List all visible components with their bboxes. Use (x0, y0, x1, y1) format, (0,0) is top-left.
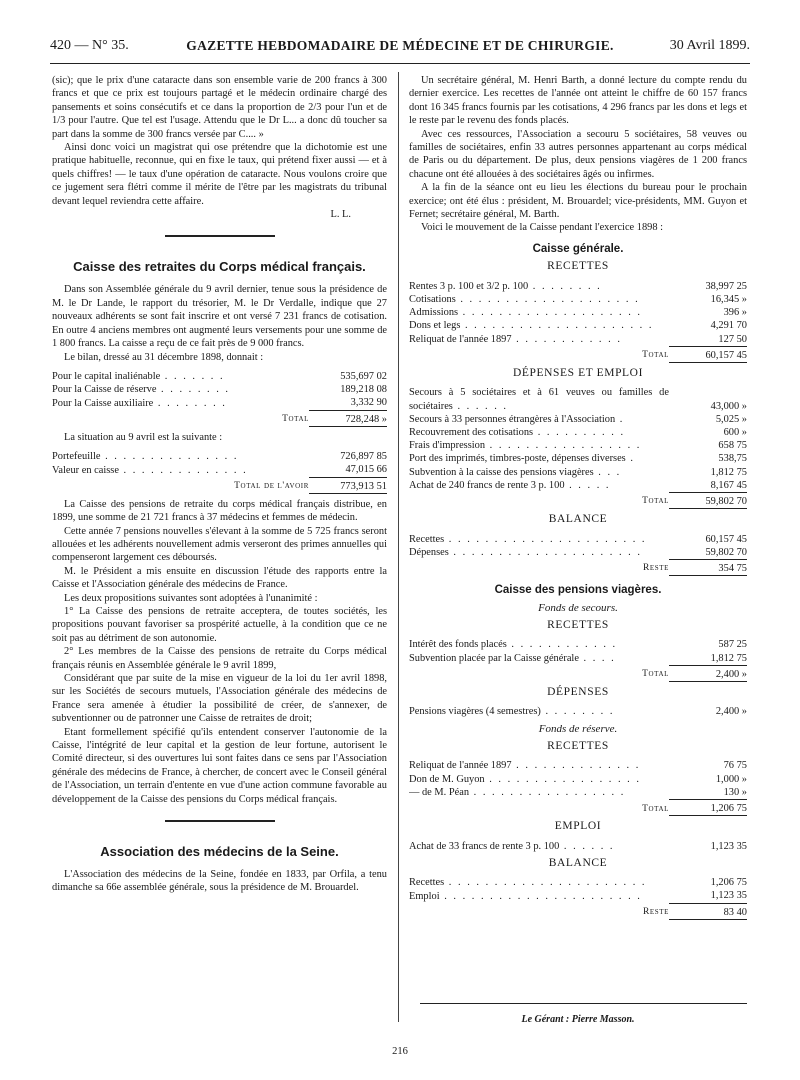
paragraph: La situation au 9 avril est la suivante : (64, 431, 223, 443)
section-separator (165, 235, 275, 237)
row-label: Rentes 3 p. 100 et 3/2 p. 100 (409, 280, 529, 292)
fonds-reserve-heading: Fonds de réserve. (538, 722, 618, 735)
total-value: 1,206 75 (669, 800, 747, 816)
row-value: 130 » (723, 786, 747, 798)
table-row: Reliquat de l'année 1897 . . . . . . . . . . . . 127 50 (409, 333, 747, 345)
total-value: 773,913 51 (309, 477, 387, 493)
total-row (409, 903, 747, 919)
table-row: Valeur en caisse . . . . . . . . . . . . . . 47,015 66 (52, 464, 387, 476)
balance-heading: BALANCE (548, 513, 608, 526)
row-value: 8,167 45 (710, 479, 747, 491)
table-row: Pensions viagères (4 semestres) . . . . . . . . 2,400 » (409, 706, 747, 718)
total-label: Total (642, 496, 669, 507)
row-value: 600 » (723, 426, 747, 438)
reste-label: Reste (642, 907, 669, 918)
row-label: Intérêt des fonds placés (409, 639, 507, 651)
total-row (52, 477, 387, 493)
total-row (409, 665, 747, 681)
row-value: 1,123 35 (710, 840, 747, 852)
table-row: Pour la Caisse auxiliaire . . . . . . . . 3,332 90 (52, 397, 387, 409)
row-label: Pensions viagères (4 semestres) (409, 706, 541, 718)
row-value: 538,75 (718, 453, 747, 465)
row-label: Frais d'impression (409, 440, 486, 452)
row-value: 2,400 » (715, 706, 747, 718)
table-row: Frais d'impression . . . . . . . . . . . . . . . . . 658 75 (409, 440, 747, 452)
table-row: Pour le capital inaliénable . . . . . . . 535,697 02 (52, 370, 387, 382)
table-row: Reliquat de l'année 1897 . . . . . . . . . . . . . . 76 75 (409, 760, 747, 772)
row-value: 59,802 70 (705, 546, 747, 558)
total-row (409, 492, 747, 508)
row-value: 3,332 90 (350, 397, 387, 409)
row-value: 535,697 02 (340, 370, 387, 382)
subsection-title: Caisse des pensions viagères. (494, 584, 662, 597)
recettes-heading: RECETTES (547, 260, 609, 273)
table-row: Portefeuille . . . . . . . . . . . . . . . 726,897 85 (52, 451, 387, 463)
table-row: Dépenses . . . . . . . . . . . . . . . . . . . . . 59,802 70 (409, 546, 747, 559)
row-label: Dépenses (409, 547, 449, 559)
recettes-table (409, 280, 747, 363)
fs-depenses-table (409, 705, 747, 718)
total-label: Total de l'avoir (234, 481, 309, 492)
row-label: Subvention placée par la Caisse générale (409, 653, 579, 665)
recettes-heading: RECETTES (547, 740, 609, 752)
balance-table (409, 533, 747, 577)
row-value: 4,291 70 (710, 320, 747, 332)
paragraph: Ainsi donc voici un magistrat qui ose prétendre que la dichotomie est une pratique habituelle, reconnue, qui en fixe le taux, qui prétend fixer aussi — et à quels chiffres! — le taux d'une opération de cataracte. Nous voulons croire que ce jugement sera flétri comme il mérite de l'être par les magistrats du tribunal devant lequel reviendra cette affaire. (52, 142, 387, 207)
table-row: Achat de 33 francs de rente 3 p. 100 . . . . . . 1,123 35 (409, 840, 747, 852)
row-label: Port des imprimés, timbres-poste, dépenses diverses (409, 453, 626, 465)
paragraph: Voici le mouvement de la Caisse pendant l'exercice 1898 : (421, 222, 664, 234)
total-label: Total (282, 414, 309, 425)
row-label: Secours à 5 sociétaires et à 61 veuves ou familles de sociétaires (409, 387, 669, 412)
row-label: — de M. Péan (409, 787, 470, 799)
row-label: Recettes (409, 533, 445, 545)
section-title: Caisse des retraites du Corps médical français. (73, 259, 366, 275)
right-column (409, 74, 747, 924)
section-title: Association des médecins de la Seine. (100, 844, 339, 860)
row-value: 1,812 75 (710, 652, 747, 664)
table-row: Admissions . . . . . . . . . . . . . . . . . . . . 396 » (409, 307, 747, 319)
paragraph: Cette année 7 pensions nouvelles s'élevant à la somme de 5 725 francs seront allouées et les adhérents nouvellement admis verseront des primes annuelles qui compenseront largement ces déboursés. (52, 525, 387, 564)
row-label: Recettes (409, 877, 445, 889)
total-value: 60,157 45 (669, 346, 747, 362)
row-value: 5,025 » (715, 413, 747, 425)
row-value: 1,812 75 (710, 466, 747, 478)
subsection-title: Caisse générale. (532, 242, 624, 255)
emploi-heading: EMPLOI (554, 820, 602, 833)
row-value: 1,000 » (715, 773, 747, 785)
row-value: 587 25 (718, 639, 747, 651)
table-row: Secours à 33 personnes étrangères à l'Association . 5,025 » (409, 413, 747, 425)
paragraph: Etant formellement spécifié qu'ils entendent conserver l'autonomie de la Caisse, l'intégrité de leur capital et la gestion de leur fortune, autorisent le Comité directeur, si des ouvertures lui sont faites dans ce sens par l'Association générale des médecins de France, à chercher, de concert avec le Conseil général de l'Association, un terrain d'entente en vue d'une action commune favorable au développement de la Caisse des pensions du Corps médical français. (52, 726, 387, 805)
row-label: Emploi (409, 890, 440, 902)
table-row: Subvention à la caisse des pensions viagères . . . 1,812 75 (409, 466, 747, 478)
table-row: Achat de 240 francs de rente 3 p. 100 . . . . . 8,167 45 (409, 479, 747, 492)
table-row: Don de M. Guyon . . . . . . . . . . . . . . . . . 1,000 » (409, 773, 747, 785)
row-value: 76 75 (723, 760, 747, 772)
table-row: Cotisations . . . . . . . . . . . . . . . . . . . . 16,345 » (409, 293, 747, 305)
paragraph: La Caisse des pensions de retraite du corps médical français distribue, en 1899, une somme de 21 721 francs à 37 médecins et femmes de médecin. (52, 498, 387, 524)
depenses-heading: DÉPENSES (547, 685, 609, 698)
total-value: 728,248 » (309, 410, 387, 426)
section-separator (165, 820, 275, 822)
row-value: 1,206 75 (710, 877, 747, 889)
total-label: Total (642, 350, 669, 361)
total-row (409, 559, 747, 575)
row-value: 396 » (723, 307, 747, 319)
page-header (50, 38, 750, 60)
paragraph: Dans son Assemblée générale du 9 avril dernier, tenue sous la présidence de M. le Dr Lande, le rapport du trésorier, M. le Dr Verdalle, indique que 27 nouveaux adhérents se sont fait inscrire et ont versé 7 231 francs de cotisation. En outre 4 anciens membres ont augmenté leurs versements pour une somme de 1 800 francs. La caisse a reçu de ce fait près de 9 000 francs. (52, 284, 387, 350)
paragraph: (sic); que le prix d'une cataracte dans son ensemble varie de 200 francs à 300 francs et que ce prix est toujours partagé et le médecin ordinaire chargé des pansements et soins consécutifs et ce dans la proportion de 2/3 pour l'un et de 1/3 pour l'autre. Que tel est l'usage. Attendu que le Dr L... a donc dû toucher sa part dans la somme de 300 francs versée par C.... » (52, 75, 387, 140)
row-value: 16,345 » (710, 293, 747, 305)
paragraph: M. le Président a mis ensuite en discussion l'étude des rapports entre la Caisse et l'Association générale des médecins de France. (52, 565, 387, 591)
row-label: Admissions (409, 307, 459, 319)
issue-date: 30 Avril 1899. (669, 38, 750, 53)
total-label: Total (642, 669, 669, 680)
row-label: Pour la Caisse de réserve (52, 384, 157, 396)
paragraph: Les deux propositions suivantes sont adoptées à l'unanimité : (64, 592, 318, 604)
row-value: 43,000 » (710, 400, 747, 412)
reste-value: 83 40 (669, 903, 747, 919)
total-row (409, 800, 747, 816)
total-row (52, 410, 387, 426)
row-label: Subvention à la caisse des pensions viagères (409, 466, 594, 478)
paragraph: L'Association des médecins de la Seine, fondée en 1833, par Orfila, a tenu dimanche sa 66e assemblée générale, sous la présidence de M. Brouardel. (52, 869, 387, 894)
depenses-table (409, 386, 747, 509)
table-row: Recettes . . . . . . . . . . . . . . . . . . . . . . 1,206 75 (409, 877, 747, 889)
journal-title: GAZETTE HEBDOMADAIRE DE MÉDECINE ET DE CHIRURGIE. (186, 38, 614, 53)
row-label: Pour la Caisse auxiliaire (52, 397, 154, 409)
row-label: Reliquat de l'année 1897 (409, 760, 512, 772)
row-label: Don de M. Guyon (409, 773, 485, 785)
row-label: Achat de 33 francs de rente 3 p. 100 (409, 840, 560, 852)
table-row: — de M. Péan . . . . . . . . . . . . . . . . . 130 » (409, 786, 747, 799)
fr-recettes-table (409, 759, 747, 816)
paragraph: Considérant que par suite de la mise en vigueur de la loi du 1er avril 1898, sur les Sociétés de secours mutuels, l'Association générale des médecins de France sera amenée à étudier la possibilité de créer, de s'annexer, de subventionner ou de patronner une Caisse de retraites de droit; (52, 673, 387, 725)
paragraph: A la fin de la séance ont eu lieu les élections du bureau pour le prochain exercice; ont été élus : président, M. Brouardel; vice-présidents, MM. Guyon et Fernet; secrétaire général, M. Barth. (409, 182, 747, 221)
row-label: Achat de 240 francs de rente 3 p. 100 (409, 480, 565, 492)
paragraph: 2° Les membres de la Caisse des pensions de retraite du Corps médical français réunis en Assemblée générale le 9 avril 1899, (52, 646, 387, 671)
fs-recettes-table (409, 638, 747, 682)
row-label: Reliquat de l'année 1897 (409, 334, 512, 345)
page-number: 216 (392, 1046, 408, 1057)
total-value: 59,802 70 (669, 492, 747, 508)
row-label: Dons et legs (409, 320, 461, 332)
recettes-heading: RECETTES (547, 618, 609, 631)
left-column (52, 74, 387, 895)
row-value: 47,015 66 (345, 464, 387, 476)
header-rule (50, 63, 750, 64)
row-label: Cotisations (409, 293, 456, 305)
table-row: Emploi . . . . . . . . . . . . . . . . . . . . . . 1,123 35 (409, 890, 747, 902)
total-value: 2,400 » (669, 665, 747, 681)
balance-heading: BALANCE (548, 856, 608, 869)
row-label: Recouvrement des cotisations (409, 426, 534, 438)
paragraph: Le bilan, dressé au 31 décembre 1898, donnait : (64, 351, 264, 363)
total-label: Total (642, 803, 669, 814)
situation-table (52, 450, 387, 494)
table-row: Intérêt des fonds placés . . . . . . . . . . . . 587 25 (409, 639, 747, 651)
total-row (409, 346, 747, 362)
row-label: Secours à 33 personnes étrangères à l'Association (409, 413, 616, 425)
bilan-table (52, 370, 387, 427)
paragraph: Avec ces ressources, l'Association a secouru 5 sociétaires, 58 veuves ou familles de sociétaires, enfin 33 autres personnes appartenant au corps médical de Paris ou du département. De plus, deux pensions viagères de 1 200 francs chacune ont été allouées à des sociétaires âgés ou infirmes. (409, 128, 747, 180)
footer-rule (420, 1003, 747, 1004)
table-row: Recouvrement des cotisations . . . . . . . . . . 600 » (409, 426, 747, 438)
row-value: 127 50 (718, 333, 747, 345)
row-value: 189,218 08 (340, 384, 387, 396)
table-row: Port des imprimés, timbres-poste, dépenses diverses . 538,75 (409, 453, 747, 465)
row-value: 658 75 (718, 440, 747, 452)
row-value: 60,157 45 (705, 533, 747, 545)
row-value: 1,123 35 (710, 890, 747, 902)
row-label: Valeur en caisse (52, 464, 119, 476)
table-row: Pour la Caisse de réserve . . . . . . . . 189,218 08 (52, 384, 387, 396)
table-row: Subvention placée par la Caisse générale . . . . 1,812 75 (409, 652, 747, 665)
fonds-secours-heading: Fonds de secours. (538, 601, 618, 614)
reste-label: Reste (642, 563, 669, 574)
row-value: 38,997 25 (705, 280, 747, 292)
row-label: Portefeuille (52, 451, 101, 463)
table-row: Dons et legs . . . . . . . . . . . . . . . . . . . . . 4,291 70 (409, 320, 747, 332)
paragraph: Un secrétaire général, M. Henri Barth, a donné lecture du compte rendu du dernier exercice. Les recettes de l'année ont atteint le chiffre de 60 157 francs dont 16 345 francs fournis par les cotisations, 4 296 francs par les dons et legs et le reste par le revenu des fonds placés. (409, 75, 747, 127)
row-value: 726,897 85 (340, 451, 387, 463)
signature: L. L. (330, 209, 351, 221)
row-label: Pour le capital inaliénable (52, 370, 161, 382)
table-row: Rentes 3 p. 100 et 3/2 p. 100 . . . . . . . . 38,997 25 (409, 280, 747, 292)
paragraph: 1° La Caisse des pensions de retraite acceptera, de toutes sociétés, les propositions pouvant favoriser sa prospérité actuelle, à la condition que ce ne soit pas au détriment de son autonomie. (52, 605, 387, 644)
column-divider (398, 72, 399, 1022)
issue-number: 420 — N° 35. (50, 38, 129, 53)
gerant-signature: Le Gérant : Pierre Masson. (521, 1014, 635, 1025)
depenses-heading: DÉPENSES ET EMPLOI (512, 366, 644, 379)
fr-balance-table (409, 876, 747, 920)
reste-value: 354 75 (669, 559, 747, 575)
table-row: Recettes . . . . . . . . . . . . . . . . . . . . . . 60,157 45 (409, 533, 747, 545)
fr-emploi-table (409, 840, 747, 853)
table-row: Secours à 5 sociétaires et à 61 veuves ou familles de sociétaires . . . . . . 43,000 » (409, 387, 747, 412)
